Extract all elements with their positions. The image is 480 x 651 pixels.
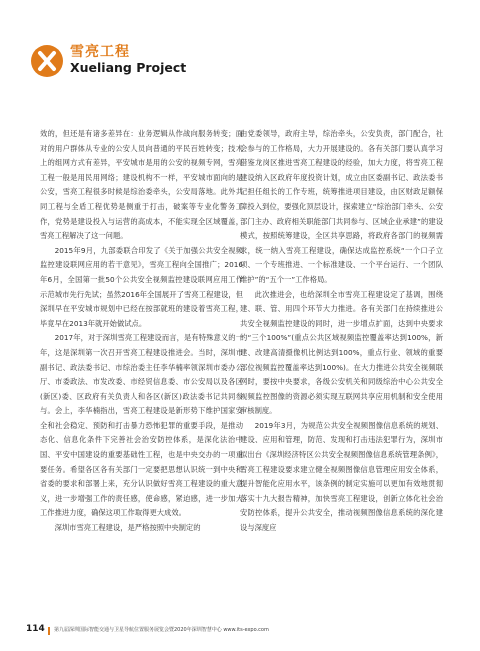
left-column [40, 127, 243, 536]
page-footer [26, 624, 456, 638]
footer-divider [48, 627, 50, 635]
paragraph: 效的，但还是有诸多差异在：业务逻辑从作战向服务转变；面对的用户群体从专业的公安人员向普通的平民百姓转变；技术上的组网方式有差异，平安城市是用的公安的视频专网，雪亮工程一般是用民用网络；建设机构不一样，平安城市面向的是公安，雪亮工程很多时候是综治委牵头，公安局落地。此外共同工程与全盾工程优势是侧重于打击，破案等专业化警务工作，党势是建设投入与运营的高成本，不能实现全区域覆盖，雪亮工程解决了这一问题。 [40, 129, 243, 241]
paragraph: 2015年9月，九部委联合印发了《关于加强公共安全视频监控建设联网应用的若干意见》，雪亮工程向全国推广；2016年6月，全国第一批50个公共安全视频监控建设联网应用工作示范城市先行先试；虽然2016年全国展开了雪亮工程建设，但深圳早在平安城市规划中已经在按部就班的建设着雪亮工程，毕竟早在2013年就开始做试点。 [40, 245, 243, 328]
section-header [30, 44, 230, 78]
section-title-en: Xueliang Project [70, 60, 187, 75]
section-title-cn: 雪亮工程 [70, 44, 130, 60]
footer-text: 第九届深圳国际智能交通与卫星导航位置服务展览会暨2020年深圳智慧中心 www.its-expo.com [54, 627, 269, 633]
paragraph: 深圳市雪亮工程建设，是严格按照中央制定的 [54, 523, 201, 533]
paragraph: 2019年3月，为规范公共安全视频图像信息系统的规划、建设、应用和管理，防范、发现和打击违法犯罪行为，深圳市拟出台《深圳经济特区公共安全视频图像信息系统管理条例》，雪亮工程建设要求建立健全视频图像信息管理应用安全体系，提升智能化应用水平，该条例的制定实施可以更加有效地贯彻落实十九大报告精神，加快雪亮工程建设，创新立体化社会治安防控体系，提升公共安全，推动视频图像信息系统的深化建设与深度应 [240, 420, 443, 533]
right-column [240, 127, 443, 536]
x-logo-icon [30, 44, 64, 78]
paragraph: 由党委领导，政府主导，综治牵头，公安负责，部门配合，社会参与的工作格局，大力开展建设的。各有关部门要认真学习借鉴龙岗区推进雪亮工程建设的经验，加大力度，将雪亮工程建设纳入区政府年度投资计划，成立由区委副书记、政法委书记担任组长的工作专班，统筹推进项目建设，由区财政足额保障投入到位，要强化顶层设计，探索建立“综治部门牵头、公安部门主办、政府相关职能部门共同参与、区域企业承建”的建设模式，按照统筹建设，全区共享思路，将政府各部门的视频需求，统一纳入雪亮工程建设，确保达成监控系统“一个口子立项、一个专班推进、一个标准建设、一个平台运行、一个团队维护”的“五个一”工作格局。 [240, 129, 443, 284]
paragraph: 2017年，对于深圳雪亮工程建设而言，是有特殊意义的一年，这是深圳第一次召开雪亮工程建设推进会。当时，深圳市副书记、政法委书记、市综治委主任李华楠率领深圳市委办公厅、市委政法、市发改委、市经贸信息委、市公安局以及各区(新区)委、区政府有关负责人和各区(新区)政法委书记共同参与。会上，李华楠指出，雪亮工程建设是新形势下维护国家安全和社会稳定、预防和打击暴力恐怖犯罪的重要手段，是推动态化、信息化条件下完善社会治安防控体系，是深化法治中国、平安中国建设的重要基础性工程，也是中央交办的一项重要任务。希望各区各有关部门一定要把思想认识统一到中央和省委的要求和部署上来，充分认识做好雪亮工程建设的重大意义，进一步增强工作的责任感，使命感，紧迫感，进一步加大工作推进力度，确保这项工作取得更大成效。 [40, 333, 243, 518]
page-number: 114 [26, 624, 45, 634]
paragraph: 此次推进会，也给深圳全市雪亮工程建设定了基调，围绕建、联、管、用四个环节大力推进。各有关部门在持续推进公共安全视频监控建设的同时，进一步增点扩面，达到中央要求的“三个100%”(重点公共区域视频监控覆盖率达到100%，新建、改建高清摄像机比例达到100%，重点行业、领域的重要部位视频监控覆盖率达到100%)。在大力推进公共安全视频联网时，要按中央要求，各级公安机关和同级综治中心公共安全视频监控图像的资源必须实现互联网共享应用机制和安全使用审核制度。 [240, 289, 443, 416]
